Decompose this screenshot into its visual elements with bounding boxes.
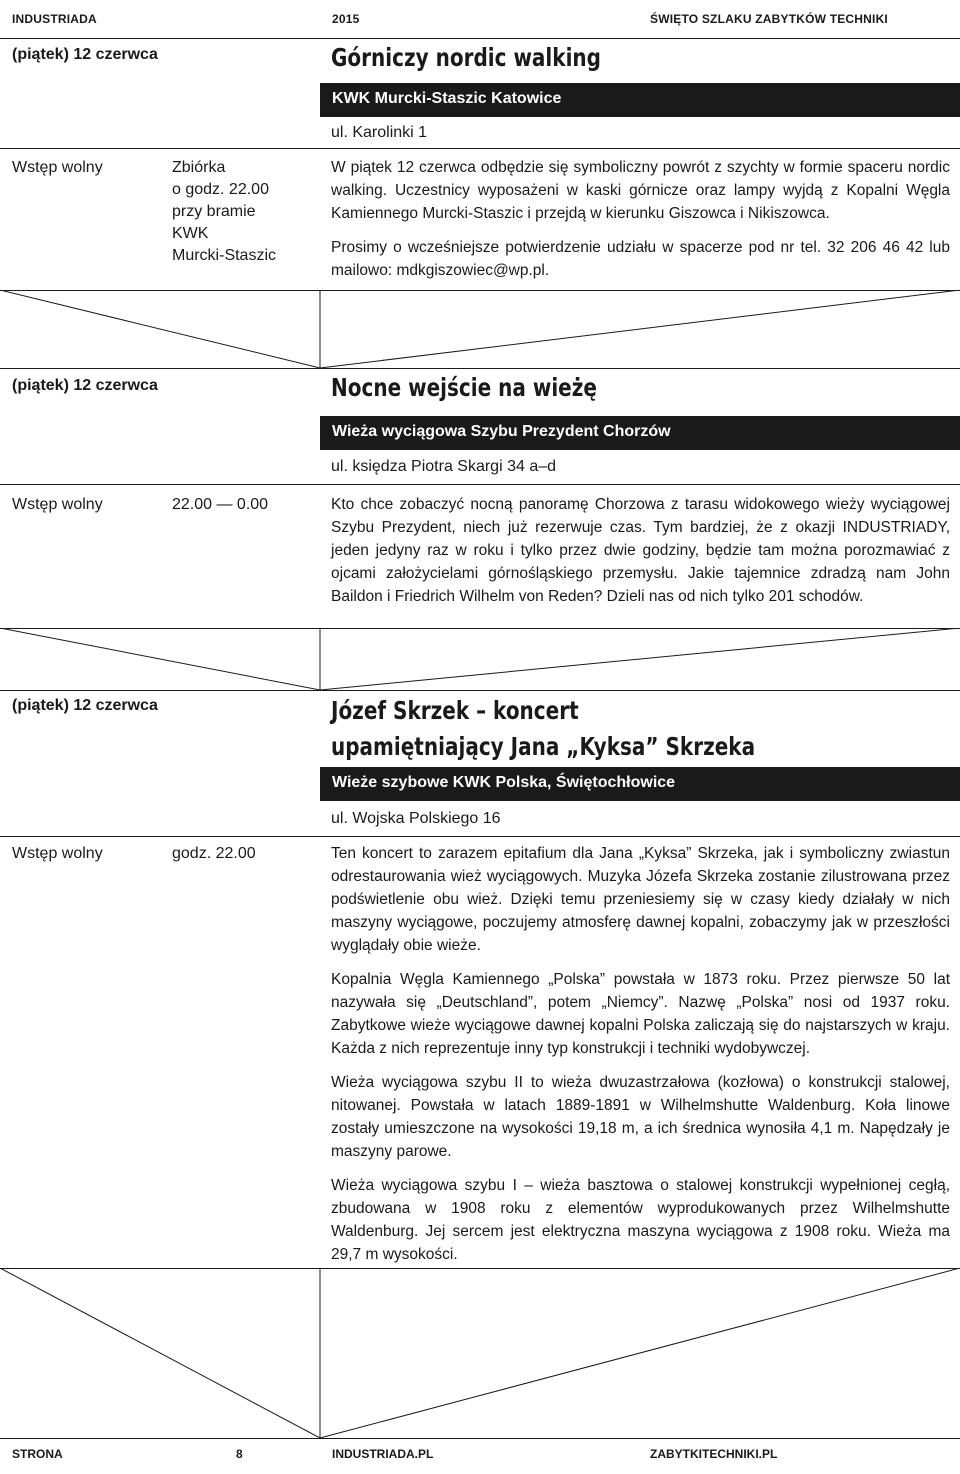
description-paragraph: Ten koncert to zarazem epitafium dla Jana „Kyksa” Skrzeka, jak i symboliczny zwiastun odrestaurowania wież wyciągowych. Muzyka Józefa Skrzeka zostanie zilustrowana przez podświetlenie obu wież. Dzięki temu przeniesiemy się w czasy kiedy działały w nich maszyny wyciągowe, poczujemy atmosferę dawnej kopalni, zobaczymy jak w przeszłości wyglądały obie wieże.: [331, 845, 950, 954]
description-paragraph: Prosimy o wcześniejsze potwierdzenie udziału w spacerze pod nr tel. 32 206 46 42 lub mailowo: mdkgiszowiec@wp.pl.: [331, 239, 950, 279]
description-paragraph: Kto chce zobaczyć nocną panoramę Chorzowa z tarasu widokowego wieży wyciągowej Szybu Prezydent, niech już rezerwuje czas. Tym bardziej, że z okazji INDUSTRIADY, jeden jedyny raz w roku i tylko przez dwie godziny, będzie tam można porozmawiać z ojcami założycielami górnośląskiego przemysłu. Jakie tajemnice zdradzą nam John Baildon i Friedrich Wilhelm von Reden? Dzieli nas od nich tylko 201 schodów.: [331, 496, 950, 605]
event-title-line-2: upamiętniający Jana „Kyksa” Skrzeka: [331, 732, 756, 761]
event-title-line-1: Józef Skrzek – koncert: [331, 696, 579, 725]
header-year: 2015: [332, 12, 360, 26]
meeting-info: [172, 157, 276, 267]
event-time: godz. 22.00: [172, 845, 256, 862]
event-address: ul. księdza Piotra Skargi 34 a–d: [331, 458, 557, 475]
event-date: (piątek) 12 czerwca: [12, 697, 158, 714]
event-date: (piątek) 12 czerwca: [12, 46, 158, 63]
description-paragraph: Wieża wyciągowa szybu II to wieża dwuzastrzałowa (kozłowa) o konstrukcji stalowej, nitowanej. Powstała w latach 1889-1891 w Wilhelmshutte Waldenburg. Koła linowe zostały umieszczone na wysokości 19,18 m, a ich średnica wynosiła 4,1 m. Napędzały je maszyny parowe.: [331, 1074, 950, 1160]
description-paragraph: Wieża wyciągowa szybu I – wieża basztowa o stalowej konstrukcji wypełnionej cegłą, zbudowana w 1908 roku z elementów wyprodukowanych przez Wilhelmshutte Waldenburg. Jej sercem jest elektryczna maszyna wyciągowa z 1908 roku. Wieża ma 29,7 m wysokości.: [331, 1177, 950, 1263]
footer-link-industriada[interactable]: INDUSTRIADA.PL: [332, 1447, 434, 1461]
section-rule: [0, 368, 960, 369]
description-paragraph: Kopalnia Węgla Kamiennego „Polska” powstała w 1873 roku. Przez pierwsze 50 lat nazywała się „Deutschland”, potem „Niemcy”. Nazwę „Polska” nosi od 1937 roku. Zabytkowe wieże wyciągowe dawnej kopalni Polska zaliczają się do najstarszych w kraju. Każda z nich reprezentuje inny typ konstrukcji i techniki wydobywczej.: [331, 971, 950, 1057]
meeting-line: przy bramie: [172, 203, 256, 220]
decorative-cross-lines: [0, 1268, 960, 1438]
header-right: ŚWIĘTO SZLAKU ZABYTKÓW TECHNIKI: [650, 12, 888, 26]
decorative-cross-lines: [0, 290, 960, 368]
event-description: [331, 493, 950, 619]
event-rule: [0, 148, 960, 149]
event-rule: [0, 836, 960, 837]
event-address: ul. Wojska Polskiego 16: [331, 810, 501, 827]
venue-bar: Wieża wyciągowa Szybu Prezydent Chorzów: [320, 416, 960, 450]
footer-rule: [0, 1438, 960, 1439]
header-rule: [0, 38, 960, 39]
event-time: 22.00 — 0.00: [172, 496, 269, 513]
description-paragraph: W piątek 12 czerwca odbędzie się symboliczny powrót z szychty w formie spaceru nordic walking. Uczestnicy wyposażeni w kaski górnicze oraz lampy wyjdą z Kopalni Węgla Kamiennego Murcki-Staszic i przejdą w kierunku Giszowca i Nikiszowca.: [331, 159, 950, 222]
event-title: Nocne wejście na wieżę: [331, 373, 597, 402]
event-rule: [0, 484, 960, 485]
event-description: [331, 842, 950, 1277]
footer-label: STRONA: [12, 1447, 63, 1461]
meeting-line: o godz. 22.00: [172, 181, 269, 198]
entry-info: Wstęp wolny: [12, 496, 103, 513]
page-number: 8: [236, 1447, 243, 1461]
entry-info: Wstęp wolny: [12, 845, 103, 862]
meeting-line: KWK: [172, 225, 209, 242]
venue-bar: KWK Murcki-Staszic Katowice: [320, 83, 960, 117]
entry-info: Wstęp wolny: [12, 159, 103, 176]
event-date: (piątek) 12 czerwca: [12, 377, 158, 394]
event-description: [331, 156, 950, 293]
meeting-line: Zbiórka: [172, 159, 226, 176]
decorative-cross-lines: [0, 628, 960, 690]
running-header: [0, 0, 960, 38]
meeting-line: Murcki-Staszic: [172, 247, 277, 264]
section-rule: [0, 690, 960, 691]
event-address: ul. Karolinki 1: [331, 124, 428, 141]
header-left: INDUSTRIADA: [12, 12, 97, 26]
event-title: Górniczy nordic walking: [331, 43, 601, 72]
footer-link-zabytkitechniki[interactable]: ZABYTKITECHNIKI.PL: [650, 1447, 778, 1461]
venue-bar: Wieże szybowe KWK Polska, Świętochłowice: [320, 767, 960, 801]
